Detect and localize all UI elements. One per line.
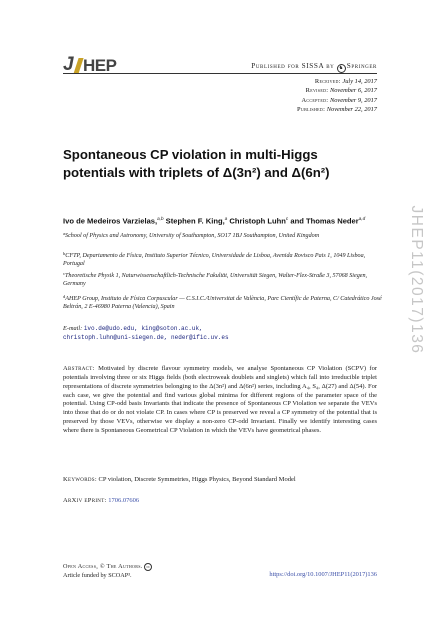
author-4: Thomas Neder <box>305 216 359 226</box>
affiliation-d: $^d$AHEP Group, Instituto de Física Corpuscular — C.S.I.C./Universitat de València, Parc Científic de Paterna, C/ Catedrático José Beltrán, 2 E-46980 Paterna (Valencia), Spain <box>63 294 382 311</box>
affiliation-a: $^a$School of Physics and Astronomy, University of Southampton, SO17 1BJ Southampton, United Kingdom <box>63 231 320 239</box>
author-and: and <box>290 216 304 226</box>
logo-j: J <box>63 54 74 75</box>
arxiv-link[interactable]: 1706.07606 <box>108 497 140 504</box>
author-2: Stephen F. King, <box>165 216 225 226</box>
sidebar-journal-id: JHEP11(2017)136 <box>408 205 425 355</box>
creative-commons-icon: cc <box>144 563 152 571</box>
paper-title: Spontaneous CP violation in multi-Higgs potentials with triplets of Δ(3n²) and Δ(6n²) <box>63 147 330 180</box>
email-block <box>63 325 383 342</box>
springer-horse-icon: ♞ <box>338 66 344 71</box>
keywords-text: CP violation, Discrete Symmetries, Higgs Physics, Beyond Standard Model <box>98 476 296 483</box>
date-revised: Revised: November 6, 2017 <box>305 87 377 95</box>
funding-text: Article funded by SCOAP³. <box>63 571 132 579</box>
affiliation-b: $^b$CFTP, Departamento de Física, Instituto Superior Técnico, Universidade de Lisboa, Avenida Rovisco Pais 1, 1049 Lisboa, Portugal <box>63 251 366 268</box>
published-by-line <box>251 62 377 73</box>
keywords <box>63 476 377 483</box>
doi-link[interactable]: https://doi.org/10.1007/JHEP11(2017)136 <box>269 571 377 578</box>
date-accepted: Accepted: November 9, 2017 <box>301 96 377 104</box>
author-3: Christoph Luhn <box>229 216 286 226</box>
publication-dates <box>297 77 377 115</box>
published-by-label: Published for SISSA by <box>251 62 335 70</box>
arxiv-eprint <box>63 497 377 504</box>
keywords-label: Keywords: <box>63 476 97 483</box>
author-1: Ivo de Medeiros Varzielas, <box>63 216 158 226</box>
date-received: Received: July 14, 2017 <box>314 78 377 85</box>
publisher-name: Springer <box>346 62 377 70</box>
abstract-text: Motivated by discrete flavour symmetry models, we analyse Spontaneous CP Violation (SCPV) for potentials involving three or six Higgs fields (both electroweak doublets and singlets) which fall into irreducible triplet representations of discrete symmetries belonging to the Δ(3n²) and Δ(6n²) series, including A₄, S₄, Δ(27) and Δ(54). For each case, we give the potential and find various global minima for different regions of the parameter space of the potential. Using CP-odd basis Invariants that indicate the presence of Spontaneous CP Violation we separate the VEVs into those that do or do not violate CP. In cases where CP is preserved we reveal a CP symmetry of the potential that is preserved by those VEVs, otherwise we display a non-zero CP-odd Invariant. Finally we identify interesting cases where there is Spontaneous Geometrical CP Violation in which the VEVs have geometrical phases. <box>63 365 377 434</box>
abstract <box>63 365 377 436</box>
email-link-2[interactable]: christoph.luhn@uni-siegen.de, neder@ific.uv.es <box>63 333 229 341</box>
email-link-1[interactable]: ivo.de@udo.edu, king@soton.ac.uk, <box>83 325 203 332</box>
affiliation-c: $^c$Theoretische Physik 1, Naturwissenschaftlich-Technische Fakultät, Universität Siegen, Walter-Flex-Straße 3, 57068 Siegen, Germany <box>63 271 368 288</box>
open-access-text: Open Access, © The Authors. <box>63 563 143 570</box>
logo-hep: HEP <box>83 56 117 75</box>
date-published: Published: November 22, 2017 <box>297 106 377 114</box>
email-label: E-mail: <box>63 325 83 332</box>
header-rule <box>63 73 377 74</box>
arxiv-label: ArXiv ePrint: <box>63 497 107 504</box>
author-list: Ivo de Medeiros Varzielas,$^{a,b}$ Stephen F. King,$^a$ Christoph Luhn$^c$ and Thomas Neder$^{a,d}$ <box>63 216 366 226</box>
footer-license <box>63 563 152 580</box>
abstract-label: Abstract: <box>63 365 95 372</box>
